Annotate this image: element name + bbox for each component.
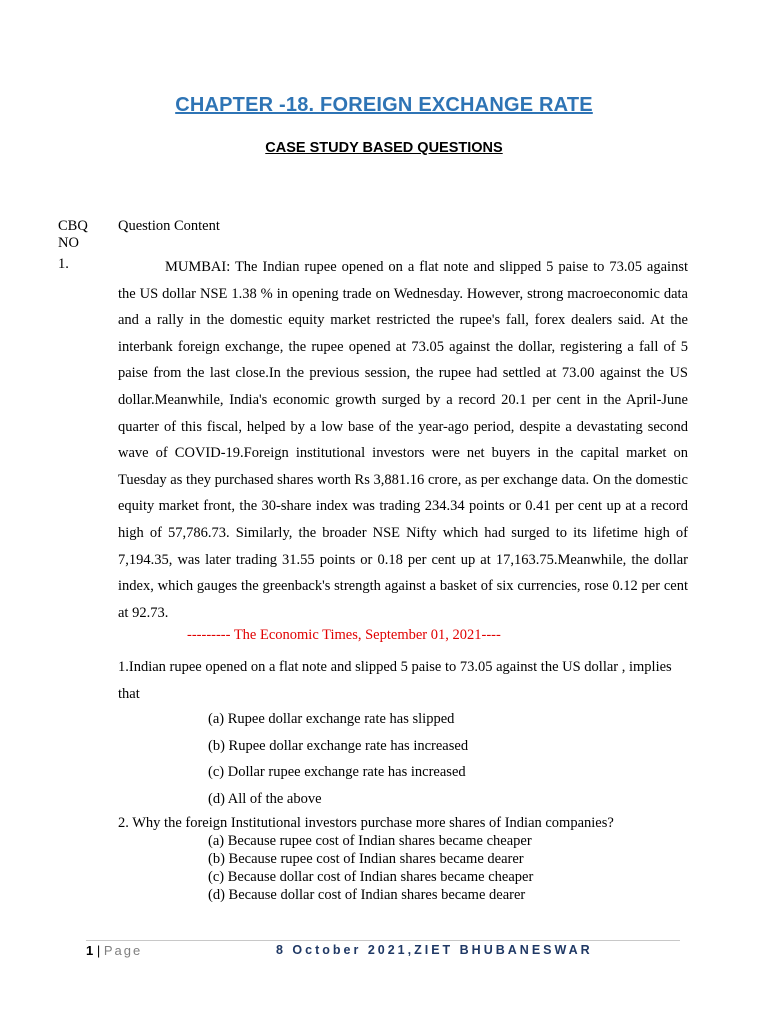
question-2-text: 2. Why the foreign Institutional investors purchase more shares of Indian companies? (118, 815, 614, 831)
source-citation: --------- The Economic Times, September 01, 2021---- (187, 627, 501, 643)
footer-page-number: 1 (86, 943, 94, 958)
footer-date-institution: 8 October 2021,ZIET BHUBANESWAR (276, 943, 593, 957)
case-passage: MUMBAI: The Indian rupee opened on a flat note and slipped 5 paise to 73.05 against the US dollar NSE 1.38 % in opening trade on Wednesday. However, strong macroeconomic data and a rally in the domestic equity market restricted the rupee's fall, forex dealers said. At the interbank foreign exchange, the rupee opened at 73.05 against the dollar, registering a fall of 5 paise from the last close.In the previous session, the rupee had settled at 73.00 against the US dollar.Meanwhile, India's economic growth surged by a record 20.1 per cent in the April-June quarter of this fiscal, helped by a low base of the year-ago period, despite a devastating second wave of COVID-19.Foreign institutional investors were net buyers in the capital market on Tuesday as they purchased shares worth Rs 3,881.16 crore, as per exchange data. On the domestic equity market front, the 30-share index was trading 234.34 points or 0.41 per cent up at a record high of 57,786.73. Similarly, the broader NSE Nifty which had surged to its lifetime high of 7,194.35, was later trading 31.55 points or 0.18 per cent up at 17,163.75.Meanwhile, the dollar index, which gauges the greenback's strength against a basket of six currencies, rose 0.12 per cent at 92.73. (118, 259, 688, 621)
question-content-header: Question Content (118, 218, 220, 234)
cbq-no-header (58, 218, 88, 252)
footer-divider (86, 940, 680, 941)
cbq-header-line1: CBQ (58, 218, 88, 234)
footer-separator: | (93, 943, 104, 958)
question-1-option-c: (c) Dollar rupee exchange rate has increased (208, 764, 466, 781)
question-2-option-d: (d) Because dollar cost of Indian shares became dearer (208, 887, 526, 903)
question-1-option-d: (d) All of the above (208, 790, 322, 807)
question-1-option-a: (a) Rupee dollar exchange rate has slipped (208, 711, 455, 727)
question-2-option-c: (c) Because dollar cost of Indian shares became cheaper (208, 869, 534, 885)
item-number: 1. (58, 256, 69, 272)
question-1-text: 1.Indian rupee opened on a flat note and slipped 5 paise to 73.05 against the US dollar , implies that (118, 659, 672, 702)
footer-page-label: Page (103, 943, 143, 958)
section-subtitle: CASE STUDY BASED QUESTIONS (265, 140, 503, 156)
question-2-option-a: (a) Because rupee cost of Indian shares became cheaper (208, 833, 532, 849)
question-1-options (208, 706, 468, 812)
question-2-options (208, 832, 533, 904)
footer-page-indicator (86, 943, 142, 958)
question-1-option-b: (b) Rupee dollar exchange rate has increased (208, 737, 469, 754)
cbq-header-line2: NO (58, 235, 79, 251)
question-2-option-b: (b) Because rupee cost of Indian shares became dearer (208, 851, 524, 867)
chapter-title: CHAPTER -18. FOREIGN EXCHANGE RATE (175, 94, 593, 116)
